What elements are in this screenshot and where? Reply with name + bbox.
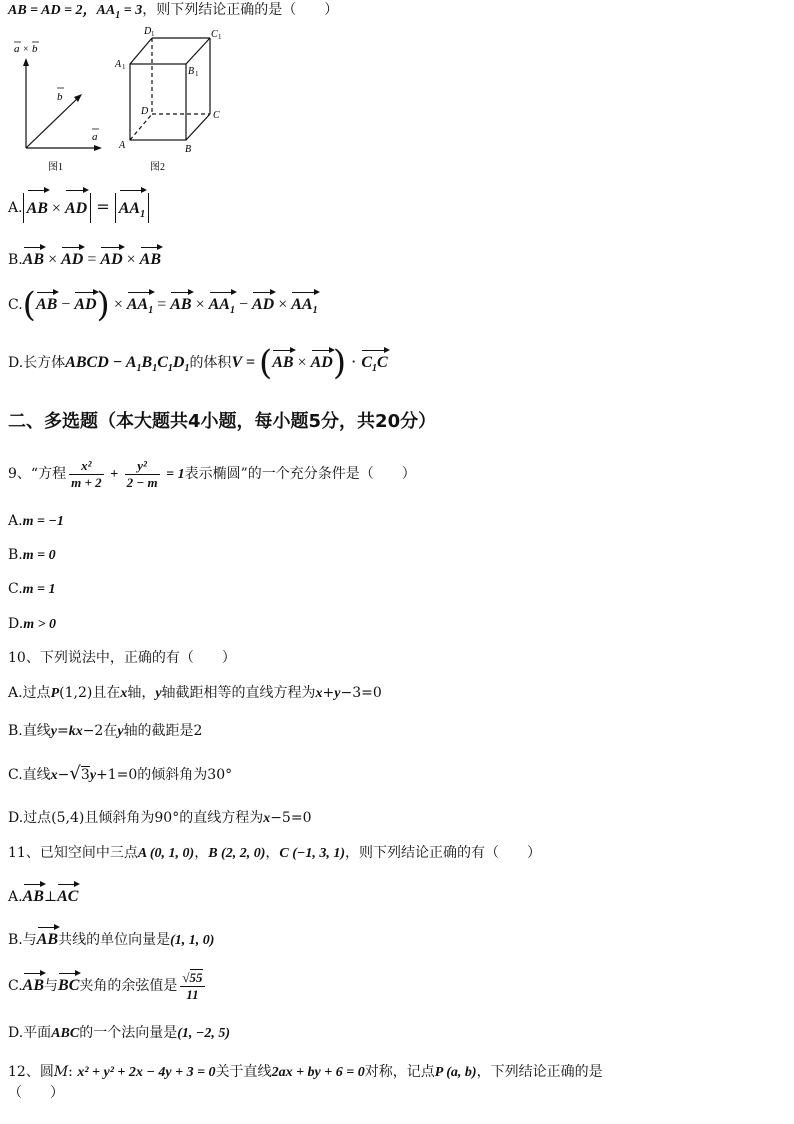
vector-ac: AC [57,888,79,905]
times-sign: × [109,296,127,313]
option-text: 直线 [22,723,51,739]
solid-sub-4: 1 [184,363,190,375]
option-text: 过点 [22,685,51,701]
option-text: 与 [22,932,37,948]
option-label: D. [8,355,24,371]
option-label: A. [8,200,23,216]
fig2-label-A: A [119,140,126,151]
axis-y: y [117,724,124,739]
sqrt-radicand: 3 [80,767,90,783]
option-label: C. [8,297,23,313]
option-text: 平面 [23,1025,52,1041]
option-text-2: 的一个法向量是 [79,1025,178,1041]
eq-plus: + [322,685,335,701]
fig2-caption: 图2 [150,162,165,173]
times-sign-2: × [122,251,140,268]
stem-text: 9、“方程 [8,466,67,483]
separator: ， [194,845,209,861]
fraction-2-denominator: 2 − m [126,474,158,490]
q10-option-d [8,810,311,828]
times-sign-2: × [191,296,209,313]
point-a: A (0, 1, 0) [137,846,195,861]
q11-option-a [8,887,78,906]
option-label: A. [8,685,23,701]
question-8-stem [8,2,338,22]
line-equation: 2ax + by + 6 = 0 [271,1065,365,1080]
q11-option-b [8,930,214,950]
q8-option-b [8,250,161,269]
option-expr: m > 0 [23,617,57,632]
option-label: D. [8,810,24,826]
option-label: D. [8,616,24,632]
stem-sub: 1 [115,9,121,21]
stem-text-4: ，下列结论正确的是 [476,1064,603,1080]
q9-option-a [8,513,64,531]
fig2-label-C1: C [211,29,218,40]
vector-aa1: AA [126,296,149,313]
option-text-3: 轴， [127,685,156,701]
normal-vector: (1, −2, 5) [177,1026,231,1041]
fig1-axis-b: b [32,43,38,55]
vector-ab: AB [35,296,58,313]
dot-sign: · [346,352,362,371]
option-text-2: 轴的截距是2 [123,723,203,739]
equals-sign: = [153,296,171,313]
times-sign: × [47,200,65,217]
vector-aa1-2-sub: 1 [229,305,235,317]
q9-option-c [8,581,56,599]
vector-ab: AB [36,931,59,948]
vector-ab: AB [27,193,48,225]
fig2-label-C: C [213,110,220,121]
vector-c1c-c: C [361,354,373,371]
vector-ab: AB [22,888,44,905]
eq-equals: = [56,723,69,739]
option-text-2: 的体积 [189,355,232,371]
stem-text: 12、圆 [8,1064,54,1080]
q11-option-c: C.AB与BC夹角的余弦值是 $\frac{√55}{11}$ [8,970,203,1002]
cosine-denominator: 11 [186,986,199,1002]
option-label: C. [8,978,23,995]
axis-y: y [155,686,162,701]
stem-math-mid: = 3 [120,3,143,18]
vector-aa1: AA [118,200,141,217]
option-text-4: 轴截距相等的直线方程为 [161,685,316,701]
option-label: B. [8,723,23,739]
question-12-answer-paren: （ ） [8,1085,64,1101]
option-label: A. [8,889,23,905]
fig2-label-A1: A [115,59,122,70]
circle-m: M [53,1064,69,1080]
plane-abc: ABC [51,1026,80,1041]
question-11-stem [8,845,541,863]
fig2-label-A1-sub: 1 [122,63,126,71]
vector-ab: AB [272,354,294,371]
vector-ad: AD [65,193,87,225]
vector-ad-2: AD [251,296,275,313]
option-text-2: 共线的单位向量是 [58,932,171,948]
q10-option-c: C.直线x−√3y+1=0的倾斜角为30° [8,763,233,784]
eq-x: x [263,811,271,826]
volume-v: V = [231,354,259,371]
colon: : [68,1064,78,1080]
vector-ad: AD [61,251,84,268]
q10-option-b [8,723,202,741]
q8-option-d: D.长方体ABCD − $A_1B_1C_1D_1$的体积$V = (AB \times AD) \cdot C_1C$ [8,343,388,383]
option-label: A. [8,513,23,529]
fig2-label-B: B [185,144,192,155]
vector-ab: AB [22,977,45,995]
fig1-vector-a: a [92,131,98,143]
eq-y: y [89,768,97,783]
fig2-label-D1-sub: 1 [151,30,155,38]
fig1-axis-times: × [23,44,29,55]
vector-ad-2: AD [100,251,123,268]
equals-sign: = [91,197,115,216]
vector-aa1-3: AA [291,296,313,313]
figure-1-vector-diagram [8,32,108,172]
q8-option-a [8,193,149,223]
stem-text-3: 对称，记点 [364,1064,435,1080]
solid-name: ABCD − A [65,354,137,371]
figure-2-cuboid [112,24,232,174]
plus-sign: + [106,467,122,483]
vector-ad: AD [310,354,333,371]
vector-aa1-2: AA [208,296,230,313]
vector-aa1-sub: 1 [140,209,146,221]
equals-sign: = [83,251,101,268]
eq-rest: −3=0 [340,685,382,701]
eq-kx: kx [68,724,83,739]
vector-ad: AD [74,296,97,313]
fig2-label-B1: B [188,66,195,77]
unit-vector: (1, 1, 0) [170,933,215,948]
fraction-2-numerator: y² [125,458,160,475]
point-c: C (−1, 3, 1) [279,846,346,861]
fig2-label-D1: D [144,26,152,37]
point-b: B (2, 2, 0) [208,846,266,861]
option-text: 直线 [22,767,51,783]
option-text-2: (1,2)且在 [59,685,121,701]
option-text-2: −5=0 [270,810,312,826]
vector-c1c-sub: 1 [372,363,378,375]
option-text: 长方体 [23,355,66,371]
eq-y: y [50,724,57,739]
vector-ab-2: AB [139,251,161,268]
q11-option-d [8,1025,230,1043]
cosine-numerator: 55 [189,970,203,985]
option-text-2: 夹角的余弦值是 [79,978,178,995]
option-expr: m = −1 [22,514,64,529]
question-9-stem [8,458,416,490]
q8-option-c: $C.(AB - AD) \times AA_1$ = AB × $AA_1$ − AD × $AA_1$ [8,285,318,325]
question-12-stem [8,1064,603,1082]
point-p: P [50,686,60,701]
option-text: 过点(5,4)且倾斜角为90°的直线方程为 [23,810,264,826]
solid-sub-3: 1 [167,363,173,375]
fig1-caption: 图1 [48,162,63,172]
stem-text: 11、已知空间中三点 [8,845,138,861]
option-label: C. [8,581,23,597]
solid-c: C [157,354,168,371]
solid-d: D [172,354,185,371]
q10-option-a [8,685,382,703]
point-p: P (a, b) [434,1065,477,1080]
stem-text-2: 关于直线 [215,1064,272,1080]
option-label: B. [8,252,23,268]
eq-x: x [50,768,58,783]
times-sign: × [44,251,62,268]
vector-ab: AB [22,251,45,268]
vector-bc: BC [58,977,80,995]
vector-aa1-3-sub: 1 [312,305,318,317]
perp-sign: ⊥ [43,889,58,905]
q9-option-b [8,547,56,565]
times-sign: × [293,354,311,371]
fraction-1-numerator: x² [69,458,104,475]
vector-ab-2: AB [170,296,192,313]
solid-sub-1: 1 [136,363,142,375]
option-label: B. [8,932,23,948]
eq-y: y [334,686,341,701]
fig1-vector-b: b [57,91,63,103]
vector-aa1-sub: 1 [148,305,154,317]
stem-text-suffix: 表示椭圆”的一个充分条件是（ ） [184,466,416,483]
axis-x: x [120,686,128,701]
fraction-1-denominator: m + 2 [71,474,102,490]
option-label: B. [8,547,23,563]
solid-b: B [141,354,153,371]
fig2-label-B1-sub: 1 [195,70,199,78]
times-sign-3: × [274,296,292,313]
option-label: C. [8,767,23,783]
section-heading: 二、多选题（本大题共4小题，每小题5分，共20分） [8,411,437,432]
fig2-label-C1-sub: 1 [218,33,222,41]
minus-sign-2: − [234,296,252,313]
stem-math: AB = AD = 2，AA [8,3,116,18]
option-text-2: +1=0的倾斜角为30° [96,767,233,783]
option-label: D. [8,1025,24,1041]
option-expr: m = 0 [22,548,56,563]
stem-text: ，则下列结论正确的是（ ） [142,2,339,18]
equation-rhs: = 1 [162,467,185,483]
option-text: 与 [44,978,59,995]
minus-sign: − [57,296,75,313]
question-10-stem: 10、下列说法中，正确的有（ ） [8,650,236,666]
solid-sub-2: 1 [152,363,158,375]
eq-minus: − [57,767,70,783]
fig2-label-D: D [141,106,149,117]
vector-c1c-c2: C [377,354,388,371]
eq-x: x [315,686,323,701]
eq-rest: −2在 [82,723,118,739]
fig1-axis-a: a [14,43,20,55]
q9-option-d [8,616,56,634]
stem-text-suffix: ，则下列结论正确的有（ ） [345,845,542,861]
circle-equation: x² + y² + 2x − 4y + 3 = 0 [77,1065,216,1080]
option-expr: m = 1 [22,582,56,597]
separator-2: ， [265,845,280,861]
